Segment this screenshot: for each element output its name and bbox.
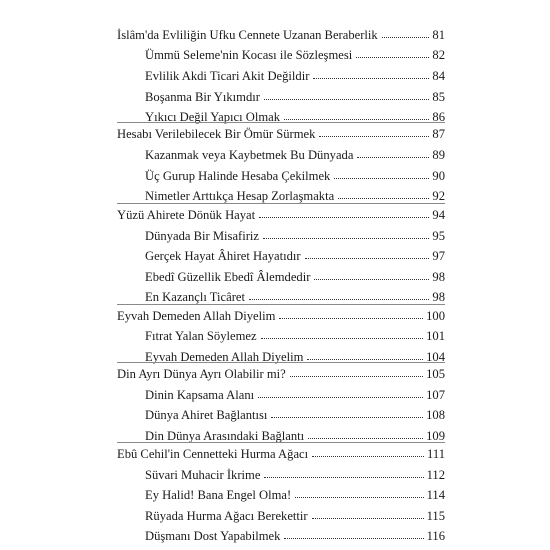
heading-title: Ebû Cehil'in Cennetteki Hurma Ağacı bbox=[117, 447, 309, 462]
toc-entry bbox=[145, 324, 445, 344]
heading-title: Eyvah Demeden Allah Diyelim bbox=[117, 309, 276, 324]
page-number: 100 bbox=[426, 309, 445, 324]
entry-title: Süvari Muhacir İkrime bbox=[145, 468, 261, 483]
toc-entry bbox=[145, 64, 445, 84]
toc-entry bbox=[145, 504, 445, 524]
entry-title: En Kazançlı Ticâret bbox=[145, 290, 246, 305]
page-number: 89 bbox=[432, 148, 445, 163]
dot-leader bbox=[249, 299, 429, 300]
entry-title: Ey Halid! Bana Engel Olma! bbox=[145, 488, 292, 503]
toc-entry bbox=[145, 424, 445, 444]
heading-title: İslâm'da Evliliğin Ufku Cennete Uzanan Beraberlik bbox=[117, 28, 378, 43]
page-number: 104 bbox=[426, 350, 445, 365]
toc-entry bbox=[145, 524, 445, 544]
page-number: 109 bbox=[426, 429, 445, 444]
entry-title: Üç Gurup Halinde Hesaba Çekilmek bbox=[145, 169, 331, 184]
dot-leader bbox=[312, 456, 424, 457]
toc-entry bbox=[145, 403, 445, 423]
dot-leader bbox=[284, 538, 423, 539]
entry-title: Eyvah Demeden Allah Diyelim bbox=[145, 350, 304, 365]
toc-entry bbox=[145, 463, 445, 483]
entry-title: Gerçek Hayat Âhiret Hayatıdır bbox=[145, 249, 301, 264]
page-number: 105 bbox=[426, 367, 445, 382]
toc-entry bbox=[145, 164, 445, 184]
dot-leader bbox=[264, 99, 429, 100]
entry-title: Fıtrat Yalan Söylemez bbox=[145, 329, 257, 344]
page-number: 84 bbox=[432, 69, 445, 84]
dot-leader bbox=[284, 119, 429, 120]
page-number: 90 bbox=[432, 169, 445, 184]
dot-leader bbox=[263, 238, 429, 239]
page-number: 101 bbox=[426, 329, 445, 344]
dot-leader bbox=[271, 417, 423, 418]
entry-title: Düşmanı Dost Yapabilmek bbox=[145, 529, 281, 544]
page-number: 107 bbox=[426, 388, 445, 403]
toc-entry bbox=[145, 265, 445, 285]
dot-leader bbox=[264, 477, 423, 478]
entry-title: Nimetler Arttıkça Hesap Zorlaşmakta bbox=[145, 189, 335, 204]
dot-leader bbox=[338, 198, 429, 199]
dot-leader bbox=[258, 397, 423, 398]
entry-title: Ümmü Seleme'nin Kocası ile Sözleşmesi bbox=[145, 48, 353, 63]
entry-title: Kazanmak veya Kaybetmek Bu Dünyada bbox=[145, 148, 354, 163]
dot-leader bbox=[261, 338, 424, 339]
dot-leader bbox=[308, 438, 423, 439]
page-number: 82 bbox=[432, 48, 445, 63]
page-number: 92 bbox=[432, 189, 445, 204]
page-number: 116 bbox=[426, 529, 445, 544]
toc-entry bbox=[145, 224, 445, 244]
page-number: 86 bbox=[432, 110, 445, 125]
page-number: 108 bbox=[426, 408, 445, 423]
dot-leader bbox=[312, 518, 424, 519]
heading-title: Yüzü Ahirete Dönük Hayat bbox=[117, 208, 256, 223]
toc-entry bbox=[145, 85, 445, 105]
dot-leader bbox=[290, 376, 423, 377]
toc-entry bbox=[145, 383, 445, 403]
page-number: 94 bbox=[432, 208, 445, 223]
toc-entry bbox=[145, 244, 445, 264]
page-number: 115 bbox=[426, 509, 445, 524]
entry-title: Yıkıcı Değil Yapıcı Olmak bbox=[145, 110, 281, 125]
toc-heading bbox=[117, 203, 445, 223]
page-number: 114 bbox=[426, 488, 445, 503]
dot-leader bbox=[334, 178, 429, 179]
page-number: 111 bbox=[427, 447, 445, 462]
entry-title: Boşanma Bir Yıkımdır bbox=[145, 90, 260, 105]
toc-heading bbox=[117, 362, 445, 382]
dot-leader bbox=[314, 279, 429, 280]
toc-entry bbox=[145, 184, 445, 204]
dot-leader bbox=[307, 359, 423, 360]
dot-leader bbox=[319, 136, 429, 137]
toc-heading bbox=[117, 122, 445, 142]
toc-heading bbox=[117, 304, 445, 324]
toc-entry bbox=[145, 143, 445, 163]
dot-leader bbox=[279, 318, 423, 319]
page-number: 97 bbox=[432, 249, 445, 264]
toc-entry bbox=[145, 43, 445, 63]
page-number: 95 bbox=[432, 229, 445, 244]
page-number: 87 bbox=[432, 127, 445, 142]
page-number: 85 bbox=[432, 90, 445, 105]
toc-entry bbox=[145, 285, 445, 305]
heading-title: Hesabı Verilebilecek Bir Ömür Sürmek bbox=[117, 127, 316, 142]
toc-entry bbox=[145, 483, 445, 503]
page-number: 98 bbox=[432, 270, 445, 285]
dot-leader bbox=[357, 157, 429, 158]
dot-leader bbox=[356, 57, 429, 58]
page-number: 81 bbox=[432, 28, 445, 43]
page-number: 112 bbox=[426, 468, 445, 483]
dot-leader bbox=[259, 217, 429, 218]
dot-leader bbox=[295, 497, 423, 498]
dot-leader bbox=[382, 37, 430, 38]
entry-title: Dinin Kapsama Alanı bbox=[145, 388, 255, 403]
dot-leader bbox=[313, 78, 429, 79]
entry-title: Ebedî Güzellik Ebedî Âlemdedir bbox=[145, 270, 311, 285]
page-number: 98 bbox=[432, 290, 445, 305]
entry-title: Evlilik Akdi Ticari Akit Değildir bbox=[145, 69, 310, 84]
entry-title: Rüyada Hurma Ağacı Berekettir bbox=[145, 509, 308, 524]
dot-leader bbox=[305, 258, 430, 259]
toc-heading bbox=[117, 442, 445, 462]
heading-title: Din Ayrı Dünya Ayrı Olabilir mi? bbox=[117, 367, 286, 382]
entry-title: Din Dünya Arasındaki Bağlantı bbox=[145, 429, 305, 444]
entry-title: Dünya Ahiret Bağlantısı bbox=[145, 408, 268, 423]
toc-heading bbox=[117, 23, 445, 43]
entry-title: Dünyada Bir Misafiriz bbox=[145, 229, 260, 244]
